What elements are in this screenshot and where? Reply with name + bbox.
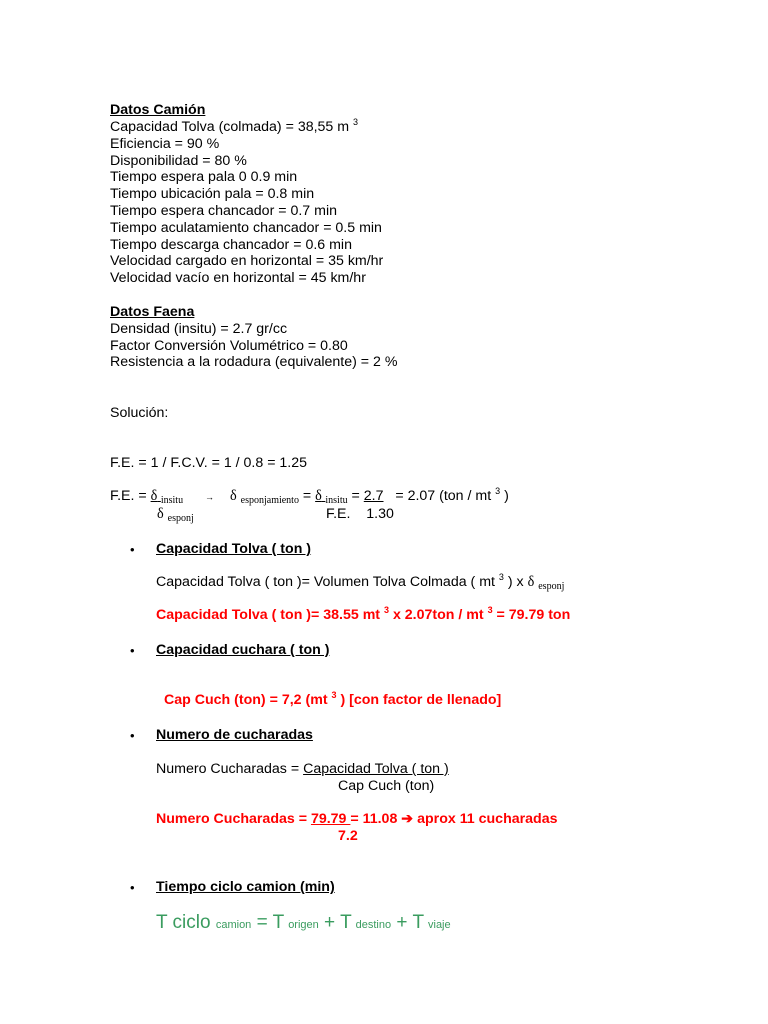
text-span: + <box>391 912 413 933</box>
fe-formula: F.E. = 1 / F.C.V. = 1 / 0.8 = 1.25 <box>110 455 308 471</box>
subscript: viaje <box>428 919 451 931</box>
text-line: Disponibilidad = 80 % <box>110 153 247 169</box>
superscript: 3 <box>331 690 337 700</box>
subscript: destino <box>355 919 392 931</box>
text-span: F.E. <box>326 506 351 522</box>
denominator: 7.2 <box>338 828 358 844</box>
text-line: Tiempo espera chancador = 0.7 min <box>110 203 337 219</box>
text-span: T <box>340 912 352 933</box>
subscript: insitu <box>325 495 348 506</box>
fe-denominator-left <box>157 506 194 524</box>
fe-delta-formula <box>110 488 183 506</box>
text-line: Resistencia a la rodadura (equivalente) = 2 % <box>110 354 398 370</box>
arrow-icon: ➔ <box>401 811 414 827</box>
subscript: esponj <box>167 513 194 524</box>
arrow-glyph: → <box>205 492 214 502</box>
text-span: ) [con factor de llenado] <box>336 692 502 708</box>
arrow-icon <box>205 488 214 506</box>
heading-tiempo-ciclo: Tiempo ciclo camion (min) <box>156 879 335 895</box>
delta-symbol: δ <box>150 488 158 504</box>
text-line: Velocidad vacío en horizontal = 45 km/hr <box>110 270 366 286</box>
text-span: = <box>251 912 273 933</box>
superscript: 3 <box>487 605 493 615</box>
formula-numero-cucharadas <box>156 761 449 778</box>
text-span: ) <box>500 488 509 504</box>
text-line: Factor Conversión Volumétrico = 0.80 <box>110 338 348 354</box>
delta-symbol: δ <box>527 574 535 590</box>
text-line <box>110 119 358 136</box>
text-span: Numero Cucharadas = <box>156 811 311 827</box>
fe-delta-formula-right <box>230 488 509 506</box>
solution-title: Solución: <box>110 405 169 421</box>
superscript: 3 <box>353 117 359 127</box>
text-line: Densidad (insitu) = 2.7 gr/cc <box>110 321 288 337</box>
superscript: 3 <box>495 486 501 496</box>
fe-denominator-right <box>326 506 394 523</box>
text-line: Tiempo ubicación pala = 0.8 min <box>110 186 315 202</box>
text-line: Velocidad cargado en horizontal = 35 km/hr <box>110 253 384 269</box>
bullet-icon: • <box>130 542 135 557</box>
text-span: = 2.07 (ton / mt <box>395 488 492 504</box>
section-title-datos-camion: Datos Camión <box>110 102 206 118</box>
delta-symbol: δ <box>315 488 322 504</box>
result-capacidad-tolva <box>156 607 570 624</box>
text-span: aprox 11 cucharadas <box>413 811 558 827</box>
subscript: esponj <box>538 581 565 592</box>
text-span: Capacidad Tolva ( ton )= Volumen Tolva Colmada ( mt <box>156 574 495 590</box>
text-span: T <box>272 912 285 933</box>
formula-capacidad-tolva <box>156 574 564 592</box>
text-span <box>151 488 183 504</box>
bullet-icon: • <box>130 880 135 895</box>
subscript: camion <box>215 919 252 931</box>
text-span: 1.30 <box>366 506 394 522</box>
bullet-icon: • <box>130 728 135 743</box>
heading-capacidad-tolva: Capacidad Tolva ( ton ) <box>156 541 312 557</box>
heading-numero-cucharadas: Numero de cucharadas <box>156 727 313 743</box>
text-line: Tiempo aculatamiento chancador = 0.5 min <box>110 220 382 236</box>
superscript: 3 <box>384 605 390 615</box>
subscript: origen <box>288 919 319 931</box>
text-span: + <box>318 912 341 933</box>
text-line: Tiempo descarga chancador = 0.6 min <box>110 237 352 253</box>
text-span <box>315 488 347 504</box>
text-span: Capacidad Tolva (colmada) = 38,55 m <box>110 119 350 135</box>
subscript: esponjamiento <box>240 495 299 506</box>
text-span: T <box>156 912 168 933</box>
text-span: ciclo <box>167 912 216 933</box>
denominator: Cap Cuch (ton) <box>338 778 435 794</box>
result-capacidad-cuchara <box>164 692 501 709</box>
text-span: = 79.79 ton <box>492 607 571 623</box>
subscript: insitu <box>160 495 184 506</box>
delta-symbol: δ <box>157 506 164 522</box>
delta-symbol: δ <box>230 488 237 504</box>
superscript: 3 <box>498 572 504 582</box>
numerator: 79.79 <box>310 811 351 827</box>
text-span: Cap Cuch (ton) = 7,2 (mt <box>164 692 328 708</box>
text-span: ) x <box>503 574 528 590</box>
bullet-icon: • <box>130 643 135 658</box>
result-numero-cucharadas <box>156 811 558 828</box>
text-span: = <box>298 488 316 504</box>
text-span: = 11.08 <box>350 811 402 827</box>
formula-tiempo-ciclo <box>156 912 451 936</box>
numerator: Capacidad Tolva ( ton ) <box>303 761 449 777</box>
text-line: Tiempo espera pala 0 0.9 min <box>110 169 298 185</box>
text-span: x 2.07ton / mt <box>389 607 484 623</box>
text-span: = <box>347 488 364 504</box>
text-line: Eficiencia = 90 % <box>110 136 220 152</box>
text-span: T <box>412 912 425 933</box>
text-span: Capacidad Tolva ( ton )= 38.55 mt <box>156 607 381 623</box>
text-span: F.E. = <box>110 488 151 504</box>
section-title-datos-faena: Datos Faena <box>110 304 195 320</box>
numerator: 2.7 <box>363 488 384 504</box>
text-span: Numero Cucharadas = <box>156 761 304 777</box>
heading-capacidad-cuchara: Capacidad cuchara ( ton ) <box>156 642 330 658</box>
